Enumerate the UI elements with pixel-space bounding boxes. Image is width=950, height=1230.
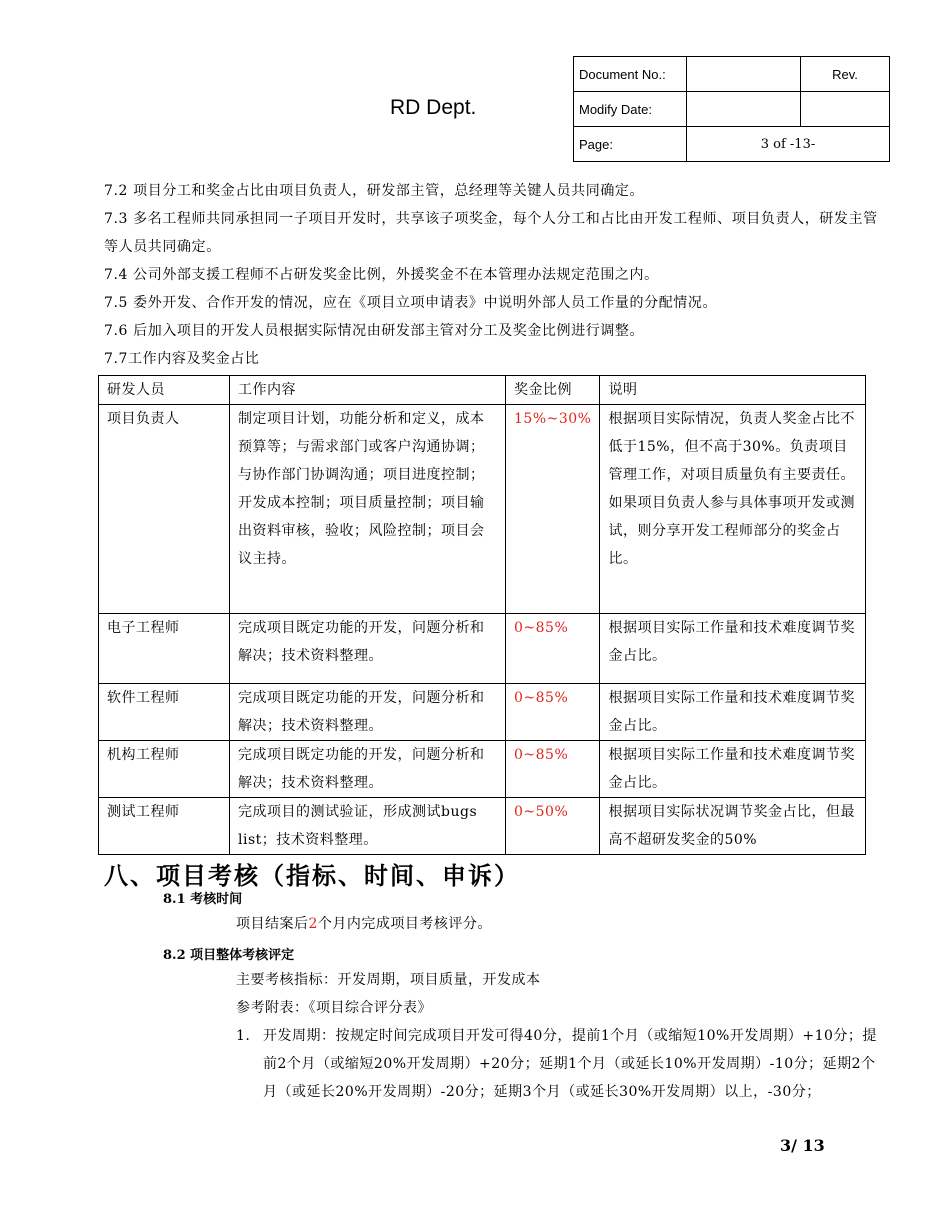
row-ratio: 0~85%: [506, 741, 600, 798]
row-ratio: 15%~30%: [506, 405, 600, 614]
section-8-1-text: [236, 910, 492, 938]
page-value: 3 of -13-: [687, 127, 890, 162]
header-note: 说明: [600, 376, 866, 405]
document-no-value: [687, 57, 801, 92]
row-note: 根据项目实际状况调节奖金占比，但最高不超研发奖金的50%: [600, 798, 866, 855]
row-work: 完成项目既定功能的开发，问题分析和解决；技术资料整理。: [230, 741, 506, 798]
table-row: [99, 684, 866, 741]
paragraph-7-7: 7.7工作内容及奖金占比: [104, 351, 260, 367]
row-work: 完成项目的测试验证，形成测试bugs list；技术资料整理。: [230, 798, 506, 855]
row-note: 根据项目实际工作量和技术难度调节奖金占比。: [600, 684, 866, 741]
paragraph-7-6: 7.6 后加入项目的开发人员根据实际情况由研发部主管对分工及奖金比例进行调整。: [104, 323, 645, 339]
row-role: 测试工程师: [99, 798, 230, 855]
section-8-2-title: 8.2 项目整体考核评定: [163, 948, 295, 963]
row-role: 电子工程师: [99, 614, 230, 684]
row-work: 完成项目既定功能的开发，问题分析和解决；技术资料整理。: [230, 614, 506, 684]
table-row: [99, 741, 866, 798]
paragraph-7-3: 7.3 多名工程师共同承担同一子项目开发时，共享该子项奖金，每个人分工和占比由开发工程师、项目负责人，研发主管等人员共同确定。: [104, 211, 878, 255]
paragraph-7-4: 7.4 公司外部支援工程师不占研发奖金比例，外援奖金不在本管理办法规定范围之内。: [104, 267, 659, 283]
table-row: [99, 614, 866, 684]
rev-value: [801, 92, 890, 127]
bonus-ratio-table: [98, 375, 866, 855]
s81-text-post: 个月内完成项目考核评分。: [317, 916, 492, 932]
table-header-row: [99, 376, 866, 405]
row-role: 软件工程师: [99, 684, 230, 741]
section-8-1-title: 8.1 考核时间: [163, 892, 243, 907]
row-work: 完成项目既定功能的开发，问题分析和解决；技术资料整理。: [230, 684, 506, 741]
modify-date-value: [687, 92, 801, 127]
page-label: Page:: [574, 127, 687, 162]
row-note: 根据项目实际工作量和技术难度调节奖金占比。: [600, 614, 866, 684]
header-work: 工作内容: [230, 376, 506, 405]
row-ratio: 0~50%: [506, 798, 600, 855]
header-ratio: 奖金比例: [506, 376, 600, 405]
item-1-text: 开发周期：按规定时间完成项目开发可得40分，提前1个月（或缩短10%开发周期）+10分；提前2个月（或缩短20%开发周期）+20分；延期1个月（或延长10%开发周期）-10分；延期2个月（或延长20%开发周期）-20分；延期3个月（或延长30%开发周期）以上，-30分；: [263, 1028, 877, 1100]
section-8-heading: 八、项目考核（指标、时间、申诉）: [104, 861, 520, 890]
paragraph-7-2: 7.2 项目分工和奖金占比由项目负责人，研发部主管，总经理等关键人员共同确定。: [104, 183, 645, 199]
item-1-number: 1.: [236, 1028, 251, 1044]
paragraph-7-5: 7.5 委外开发、合作开发的情况，应在《项目立项申请表》中说明外部人员工作量的分配情况。: [104, 295, 718, 311]
header-role: 研发人员: [99, 376, 230, 405]
dept-title: RD Dept.: [390, 96, 477, 119]
section-8-2-line2: 参考附表：《项目综合评分表》: [236, 1000, 432, 1016]
row-work: 制定项目计划，功能分析和定义，成本预算等；与需求部门或客户沟通协调；与协作部门协调沟通；项目进度控制；开发成本控制；项目质量控制；项目输出资料审核，验收；风险控制；项目会议主持。: [230, 405, 506, 614]
row-note: 根据项目实际情况，负责人奖金占比不低于15%，但不高于30%。负责项目管理工作，对项目质量负有主要责任。如果项目负责人参与具体事项开发或测试，则分享开发工程师部分的奖金占比。: [600, 405, 866, 614]
row-role: 机构工程师: [99, 741, 230, 798]
table-row: [99, 798, 866, 855]
document-info-table: [573, 56, 890, 162]
row-ratio: 0~85%: [506, 614, 600, 684]
section-8-2-line1: 主要考核指标：开发周期，项目质量，开发成本: [236, 972, 541, 988]
page-number: 3/ 13: [780, 1136, 825, 1155]
row-ratio: 0~85%: [506, 684, 600, 741]
modify-date-label: Modify Date:: [574, 92, 687, 127]
s81-months: 2: [308, 916, 318, 932]
row-role: 项目负责人: [99, 405, 230, 614]
rev-label: Rev.: [801, 57, 890, 92]
table-row: [99, 405, 866, 614]
s81-text-pre: 项目结案后: [236, 916, 309, 932]
row-note: 根据项目实际工作量和技术难度调节奖金占比。: [600, 741, 866, 798]
document-no-label: Document No.:: [574, 57, 687, 92]
